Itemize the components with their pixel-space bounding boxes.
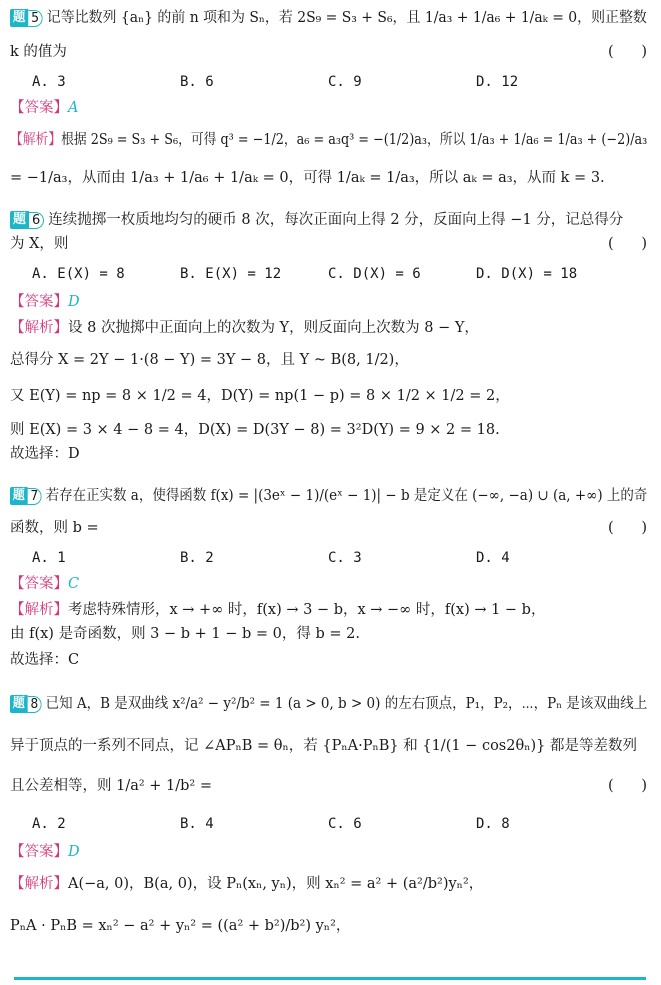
q6-analysis-line1: 【解析】设 8 次抛掷中正面向上的次数为 Y，则反面向上次数为 8 − Y， <box>10 320 479 336</box>
q7-choice-d: D. 4 <box>476 550 510 566</box>
q6-choice-a: A. E(X) = 8 <box>32 266 125 282</box>
q6-stem-line2: 为 X，则 <box>10 236 69 252</box>
q6-analysis-line4: 则 E(X) = 3 × 4 − 8 = 4，D(X) = D(3Y − 8) = 3²D(Y) = 9 × 2 = 18. <box>10 422 500 438</box>
q6-choice-b: B. E(X) = 12 <box>180 266 282 282</box>
q5-answer-blank: ( ) <box>608 44 647 60</box>
q6-choice-c: C. D(X) = 6 <box>328 266 421 282</box>
q7-analysis-line3: 故选择：C <box>10 652 80 668</box>
q6-choice-d: D. D(X) = 18 <box>476 266 578 282</box>
q6-analysis-tag: 【解析】 <box>10 320 68 336</box>
q8-analysis-line2: PₙA · PₙB = xₙ² − a² + yₙ² = ((a² + b²)/b²) yₙ²， <box>10 918 351 934</box>
q8-choice-c: C. 6 <box>328 816 362 832</box>
q7-stem-text: 若存在正实数 a，使得函数 f(x) = |(3eˣ − 1)/(eˣ − 1)| − b 是定义在 (−∞, −a) ∪ (a, +∞) 上的奇 <box>45 488 648 504</box>
q6-answer-blank: ( ) <box>608 236 647 252</box>
q5-choice-b: B. 6 <box>180 74 214 90</box>
q8-choice-a: A. 2 <box>32 816 66 832</box>
q7-choice-c: C. 3 <box>328 550 362 566</box>
q8-analysis-line1: 【解析】A(−a, 0)，B(a, 0)，设 Pₙ(xₙ, yₙ)，则 xₙ² = a² + (a²/b²)yₙ²， <box>10 876 484 892</box>
q6-stem-text: 连续抛掷一枚质地均匀的硬币 8 次，每次正面向上得 2 分，反面向上得 −1 分，记总得分 <box>48 212 624 228</box>
q8-analysis-tag: 【解析】 <box>10 876 68 892</box>
q7-answer-value: C <box>68 576 80 592</box>
q6-analysis-line2: 总得分 X = 2Y − 1·(8 − Y) = 3Y − 8，且 Y ~ B(8, 1/2)， <box>10 352 409 368</box>
q8-answer-blank: ( ) <box>608 778 647 794</box>
q8-choice-d: D. 8 <box>476 816 510 832</box>
q8-answer <box>10 842 80 862</box>
q5-answer-value: A <box>68 100 79 116</box>
q5-number-badge: 题 5 <box>10 9 43 27</box>
q8-answer-tag: 【答案】 <box>10 844 68 860</box>
q8-answer-value: D <box>68 844 80 860</box>
q8-choice-b: B. 4 <box>180 816 214 832</box>
q5-analysis-line2: = −1/a₃，从而由 1/a₃ + 1/a₆ + 1/aₖ = 0，可得 1/aₖ = 1/a₃，所以 aₖ = a₃，从而 k = 3. <box>10 170 605 186</box>
q7-stem-line2: 函数，则 b = <box>10 520 99 536</box>
q6-analysis-line5: 故选择：D <box>10 446 80 462</box>
q6-answer <box>10 292 80 312</box>
q5-stem-line1 <box>10 8 647 28</box>
q5-choice-a: A. 3 <box>32 74 66 90</box>
q8-stem-line3: 且公差相等，则 1/a² + 1/b² = <box>10 778 213 794</box>
q7-answer <box>10 574 79 594</box>
q7-choice-a: A. 1 <box>32 550 66 566</box>
q7-stem-line1 <box>10 486 647 506</box>
q7-answer-blank: ( ) <box>608 520 647 536</box>
q8-stem-line2: 异于顶点的一系列不同点，记 ∠APₙB = θₙ，若 {PₙA·PₙB} 和 {1/(1 − cos2θₙ)} 都是等差数列 <box>10 738 637 754</box>
q5-choice-d: D. 12 <box>476 74 519 90</box>
q5-answer <box>10 98 78 118</box>
q6-analysis-line3: 又 E(Y) = np = 8 × 1/2 = 4，D(Y) = np(1 − p) = 8 × 1/2 × 1/2 = 2， <box>10 388 510 404</box>
q7-analysis-line1: 【解析】考虑特殊情形，x → +∞ 时，f(x) → 3 − b，x → −∞ 时，f(x) → 1 − b， <box>10 602 546 618</box>
q5-choice-c: C. 9 <box>328 74 362 90</box>
q8-number-badge: 题 8 <box>10 695 42 713</box>
q6-stem-line1 <box>10 210 623 230</box>
q5-answer-tag: 【答案】 <box>10 100 68 116</box>
q8-stem-text: 已知 A，B 是双曲线 x²/a² − y²/b² = 1 (a > 0, b > 0) 的左右顶点，P₁，P₂，⋯，Pₙ 是该双曲线上 <box>45 696 648 712</box>
q6-answer-value: D <box>68 294 80 310</box>
q5-stem-line2: k 的值为 <box>10 44 67 60</box>
q6-number-badge: 题 6 <box>10 211 44 229</box>
q7-analysis-line2: 由 f(x) 是奇函数，则 3 − b + 1 − b = 0，得 b = 2. <box>10 626 360 642</box>
q7-choice-b: B. 2 <box>180 550 214 566</box>
q5-analysis-line1: 【解析】根据 2S₉ = S₃ + S₆，可得 q³ = −1/2，a₆ = a₃q³ = −(1/2)a₃，所以 1/a₃ + 1/a₆ = 1/a₃ + (−2)/a₃ <box>10 132 648 148</box>
q7-number-badge: 题 7 <box>10 487 42 505</box>
q5-stem-text: 记等比数列 {aₙ} 的前 n 项和为 Sₙ，若 2S₉ = S₃ + S₆，且 1/a₃ + 1/a₆ + 1/aₖ = 0，则正整数 <box>46 10 647 26</box>
q7-answer-tag: 【答案】 <box>10 576 68 592</box>
footer-divider <box>14 977 646 980</box>
q7-analysis-tag: 【解析】 <box>10 602 68 618</box>
q6-answer-tag: 【答案】 <box>10 294 68 310</box>
q8-stem-line1 <box>10 694 647 714</box>
q5-analysis-tag: 【解析】 <box>10 132 62 148</box>
